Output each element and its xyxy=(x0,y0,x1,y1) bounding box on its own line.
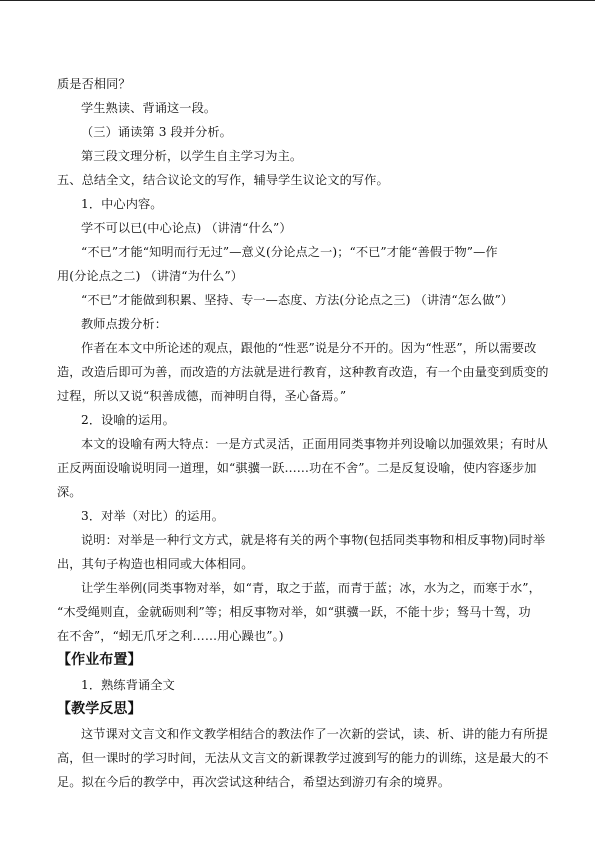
text-line: 让学生举例(同类事物对举，如“青，取之于蓝，而青于蓝；冰，水为之，而寒于水”， xyxy=(81,581,541,595)
text-line: “木受绳则直，金就砺则利”等；相反事物对举，如“骐骥一跃，不能十步；驽马十驾，功 xyxy=(57,605,531,619)
text-line: 足。拟在今后的教学中，再次尝试这种结合，希望达到游刃有余的境界。 xyxy=(57,775,451,789)
text-line: 第三段文理分析，以学生自主学习为主。 xyxy=(81,149,303,163)
text-line: 教师点拨分析： xyxy=(81,317,168,331)
text-line: （三）诵读第 3 段并分析。 xyxy=(81,125,232,139)
text-line: 高，但一课时的学习时间，无法从文言文的新课教学过渡到写的能力的训练，这是最大的不 xyxy=(57,751,549,765)
text-line: 这节课对文言文和作文教学相结合的教法作了一次新的尝试，读、析、讲的能力有所提 xyxy=(81,727,548,741)
text-line: 本文的设喻有两大特点：一是方式灵活，正面用同类事物并列设喻以加强效果；有时从 xyxy=(81,437,548,451)
text-line: 作者在本文中所论述的观点，跟他的“性恶”说是分不开的。因为“性恶”，所以需要改 xyxy=(81,341,537,355)
text-line: 1．熟练背诵全文 xyxy=(81,678,175,692)
text-line: 造，改造后即可为善，而改造的方法就是进行教育，这种教育改造，有一个由量变到质变的 xyxy=(57,365,549,379)
reflection-heading: 【教学反思】 xyxy=(57,701,142,717)
text-line: 正反两面设喻说明同一道理，如“骐骥一跃……功在不舍”。二是反复设喻，使内容逐步加 xyxy=(57,461,537,475)
section-heading: 五、总结全文，结合议论文的写作，辅导学生议论文的写作。 xyxy=(57,173,389,187)
text-line: 说明：对举是一种行文方式，就是将有关的两个事物(包括同类事物和相反事物)同时举 xyxy=(81,533,546,547)
homework-heading: 【作业布置】 xyxy=(57,652,142,668)
text-line: 学不可以已(中心论点) （讲清“什么”） xyxy=(81,221,292,235)
subsection-heading: 3．对举（对比）的运用。 xyxy=(81,509,225,523)
subsection-heading: 2．设喻的运用。 xyxy=(81,413,175,427)
text-line: 过程，所以又说“积善成德，而神明自得，圣心备焉。” xyxy=(57,389,347,403)
text-line: 学生熟读、背诵这一段。 xyxy=(81,101,217,115)
text-line: “不已”才能“知明而行无过”—意义(分论点之一)；“不已”才能“善假于物”—作 xyxy=(81,245,498,259)
text-line: 质是否相同？ xyxy=(57,77,131,91)
text-line: “不已”才能做到积累、坚持、专一—态度、方法(分论点之三) （讲清“怎么做”） xyxy=(81,293,514,307)
text-line: 用(分论点之二) （讲清“为什么”） xyxy=(57,269,244,283)
text-line: 深。 xyxy=(57,485,82,499)
text-line: 出，其句子构造也相同或大体相同。 xyxy=(57,557,254,571)
subsection-heading: 1．中心内容。 xyxy=(81,197,163,211)
text-line: 在不舍”，“蚓无爪牙之利……用心躁也”。) xyxy=(57,629,284,643)
